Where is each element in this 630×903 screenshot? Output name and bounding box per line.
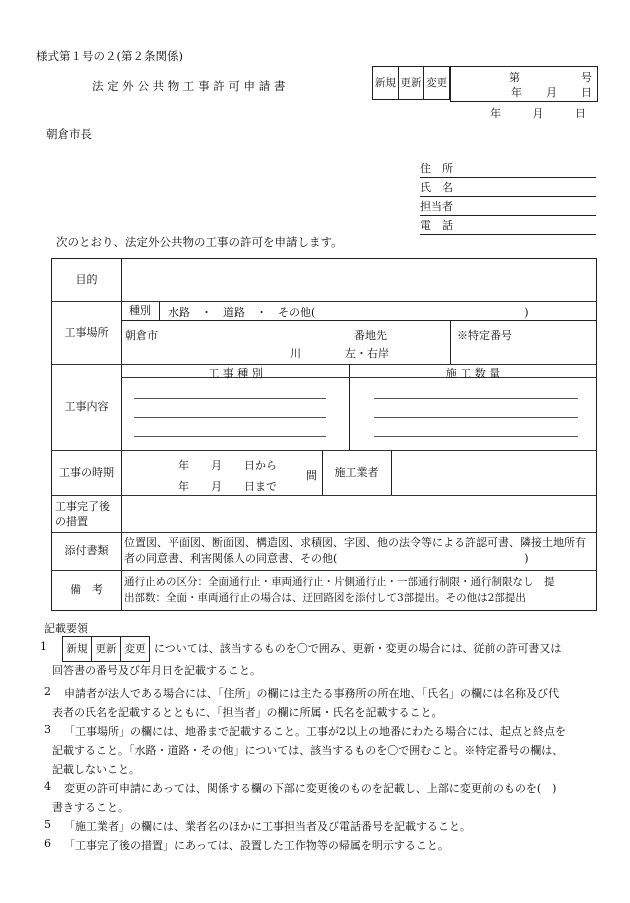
form-number: 様式第１号の２(第２条関係) [36,49,183,63]
note-5-num: 5 [44,818,51,831]
purpose-label: 目的 [75,273,98,286]
site-banchi: 番地先 [354,329,387,342]
note-1-line-b: 回答書の番号及び年月日を記載すること。 [52,664,261,677]
address-field[interactable]: 住 所 [420,160,596,178]
after-label: 工事完了後 の措置 [55,500,110,528]
intro-text: 次のとおり、法定外公共物の工事の許可を申請します。 [56,235,343,249]
kind-box [372,66,450,100]
note-4-num: 4 [44,780,51,793]
notes-title: 記載要領 [44,622,88,635]
site-type-options[interactable]: 水路 ・ 道路 ・ その他( ) [168,306,529,319]
note-3-line-b: 記載すること。「水路・道路・その他」については、該当するものを〇で囲むこと。※特定番号の欄は、 [52,744,564,757]
number-dai: 第 [509,71,520,84]
note-kind-box: 新規 更新 変更 [62,636,150,662]
kind-change: 変更 [424,67,450,100]
note-6-num: 6 [44,837,51,850]
after-field[interactable] [122,496,596,532]
note-5-line-a: 「施工業者」の欄には、業者名のほかに工事担当者及び電話番号を記載すること。 [64,820,471,833]
note-1-line-a: については、該当するものを〇で囲み、更新・変更の場合には、従前の許可書又は [154,642,562,655]
addressee: 朝倉市長 [46,127,92,141]
note-1-num: 1 [40,640,47,653]
period-to[interactable]: 年 月 日まで [178,480,277,493]
person-field[interactable]: 担当者 [420,198,596,216]
number-tsuki: 月 [546,86,557,99]
kind-new: 新規 [373,67,399,100]
contractor-field[interactable] [392,450,596,495]
site-label: 工事場所 [64,326,109,339]
note-2-line-a: 申請者が法人である場合には、「住所」の欄には主たる事務所の所在地、「氏名」の欄には名称及び代 [64,687,559,700]
content-label: 工事内容 [64,400,109,413]
period-label: 工事の時期 [59,466,114,479]
site-river: 川 左・右岸 [290,347,389,360]
purpose-field[interactable] [122,259,596,301]
site-city: 朝倉市 [125,329,158,342]
content-type-header: 工 事 種 別 [208,367,263,380]
remarks-line-1: 通行止めの区分：全面通行止・車両通行止・片側通行止・一部通行制限・通行制限なし 提 [124,576,555,588]
note-4-line-a: 変更の許可申請にあっては、関係する欄の下部に変更後のものを記載し、上部に変更前のものを( ) [64,782,557,795]
number-go: 号 [581,71,592,84]
phone-field[interactable]: 電 話 [420,217,596,235]
form-title: 法 定 外 公 共 物 工 事 許 可 申 請 書 [92,79,286,93]
site-type-label: 種別 [121,301,160,321]
period-from[interactable]: 年 月 日から [178,459,277,472]
attachments-label: 添付書類 [64,544,109,557]
contractor-label: 施工業者 [334,466,379,479]
note-2-num: 2 [44,685,51,698]
kind-renew: 更新 [398,67,424,100]
note-4-line-b: 書きすること。 [52,801,129,814]
period-kan: 間 [306,469,317,482]
content-qty-header: 施 工 数 量 [445,367,501,380]
note-3-line-a: 「工事場所」の欄には、地番まで記載すること。工事が2以上の地番にわたる場合には、起点と終点を [64,725,566,738]
applicant-block [420,160,596,235]
attachments-text: 位置図、平面図、断面図、構造図、求積図、字図、他の法令等による許認可書、隣接土地所有者の同意書、利害関係人の同意書、その他( ) [124,536,586,565]
number-hi: 日 [581,86,592,99]
number-box [450,66,598,102]
number-nen: 年 [511,86,522,99]
note-6-line-a: 「工事完了後の措置」にあっては、設置した工作物等の帰属を明示すること。 [64,839,449,852]
note-3-line-c: 記載しないこと。 [52,763,140,776]
name-field[interactable]: 氏 名 [420,179,596,197]
remarks-label: 備 考 [70,583,103,596]
date-line: 年 月 日 [490,107,586,120]
site-special-number: ※特定番号 [457,329,512,342]
note-3-num: 3 [44,723,51,736]
note-2-line-b: 表者の氏名を記載するとともに、「担当者」の欄に所属・氏名を記載すること。 [52,706,443,719]
application-table [51,258,597,611]
remarks-line-2: 出部数：全面・車両通行止の場合は、迂回路図を添付して3部提出。その他は2部提出 [124,592,526,604]
